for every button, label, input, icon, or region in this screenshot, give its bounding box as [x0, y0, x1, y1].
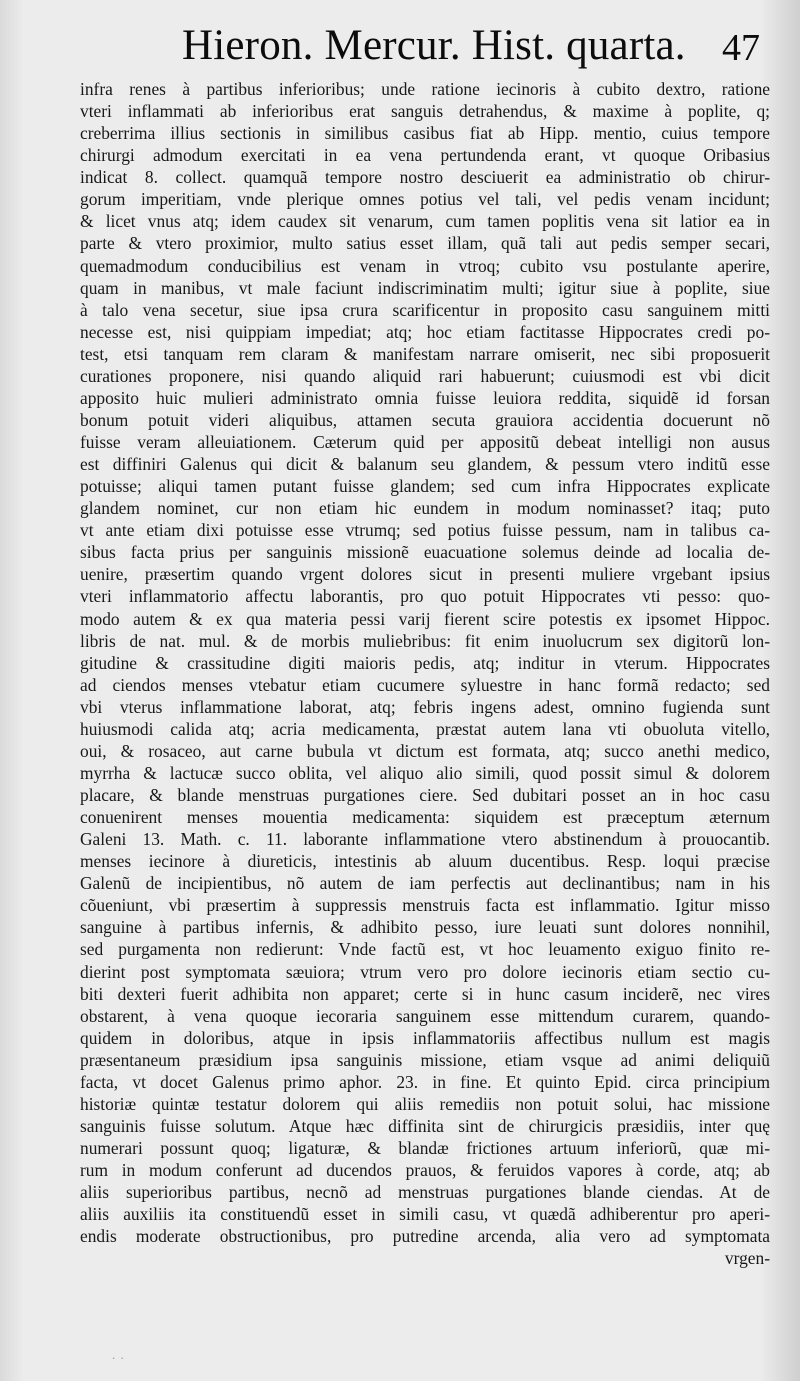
running-title: Hieron. Mercur. Hist. quarta.: [182, 22, 686, 69]
text-line: sibus facta prius per sanguinis missionẽ euacuatione solemus deinde ad localia de-: [80, 542, 770, 563]
text-line: bonum potuit videri aliquibus, attamen secuta grauiora accidentia docuerunt nõ: [80, 409, 770, 430]
text-line: quam in manibus, vt male faciunt indiscriminatim multi; igitur siue à poplite, siue: [80, 277, 770, 298]
text-line: est diffiniri Galenus qui dicit & balanum seu glandem, & pessum vtero inditũ esse: [80, 454, 770, 475]
text-line: conuenirent menses mouentia medicamenta: siquidem est præceptum æternum: [80, 807, 770, 828]
text-line: parte & vtero proximior, multo satius esset illam, quã tali aut pedis semper secari,: [80, 233, 770, 254]
text-line: fuisse veram alleuiationem. Cæterum quid per appositũ debeat intelligi non ausus: [80, 432, 770, 452]
page-header: [0, 20, 800, 72]
page-number: 47: [722, 27, 760, 69]
text-line: à talo vena secetur, siue ipsa crura scarificentur in proposito casu sanguinem mitti: [80, 299, 770, 320]
text-line: huiusmodi calida atq; acria medicamenta, præstat autem lana vti obuoluta vitello,: [80, 718, 770, 739]
text-line: creberrima illius sectionis in similibus casibus fiat ab Hipp. mentio, cuius tempore: [80, 123, 770, 144]
text-line: gitudine & crassitudine digiti maioris pedis, atq; inditur in vterum. Hippocrates: [80, 652, 770, 673]
text-line: dierint post symptomata sæuiora; vtrum vero pro dolore iecinoris etiam sectio cu-: [80, 961, 770, 982]
text-line: curationes proponere, nisi quando aliquid rari habuerunt; cuiusmodi est vbi dicit: [80, 365, 770, 386]
text-line: endis moderate obstructionibus, pro putredine arcenda, alia vero ad symptomata: [80, 1226, 770, 1247]
text-line: potuisse; aliqui tamen putant fuisse glandem; sed cum infra Hippocrates explicate: [80, 476, 770, 497]
bleed-through-mark: . .: [112, 1347, 125, 1362]
text-line: quidem in doloribus, atque in ipsis inflammatoriis affectibus nullum est magis: [80, 1027, 770, 1048]
text-line: aliis auxiliis ita constituendũ esset in simili casu, vt quædã adhiberentur pro aperi-: [80, 1204, 770, 1225]
text-line: chirurgi admodum exercitati in ea vena pertundenda erant, vt quoque Oribasius: [80, 145, 770, 166]
text-line: obstarent, à vena quoque iecoraria sanguinem esse mittendum curarem, quando-: [80, 1005, 770, 1026]
text-line: vt ante etiam dixi potuisse esse vtrumq; sed potius fuisse pessum, nam in talibus ca-: [80, 520, 770, 541]
text-line: menses iecinore à diureticis, intestinis ab aluum ducentibus. Resp. loqui præcise: [80, 851, 770, 872]
text-line: glandem nominet, cur non etiam hic eundem in modum nominasset? itaq; puto: [80, 498, 770, 519]
text-line: Galeni 13. Math. c. 11. laborante inflammatione vtero abstinendum à prouocantib.: [80, 829, 770, 850]
text-line: vteri inflammati ab inferioribus erat sanguis detrahendus, & maxime à poplite, q;: [80, 101, 770, 122]
text-line: ad ciendos menses vtebatur etiam cucumere syluestre in hanc formã redacto; sed: [80, 674, 770, 695]
text-line: sed purgamenta non redierunt: Vnde factũ est, vt hoc leuamento exiguo finito re-: [80, 939, 770, 960]
text-line: rum in modum conferunt ad ducendos prauos, & feruidos vapores à corde, atq; ab: [80, 1160, 770, 1181]
text-line: quemadmodum conducibilius est venam in vtroq; cubito vsu postulante aperire,: [80, 255, 770, 276]
text-line: myrrha & lactucæ succo oblita, vel aliquo alio simili, quod possit simul & dolorem: [80, 762, 770, 783]
text-line: libris de nat. mul. & de morbis muliebribus: fit enim inuolucrum sex digitorũ lon-: [80, 630, 770, 651]
text-line: numerari possunt quoq; ligaturæ, & blandæ frictiones artuum inferiorũ, quæ mi-: [80, 1138, 770, 1158]
text-line: vteri inflammatorio affectu laborantis, pro quo potuit Hippocrates vti pesso: quo-: [80, 586, 770, 607]
text-line: sanguine à partibus infernis, & adhibito pesso, iure leuati sunt dolores nonnihil,: [80, 917, 770, 938]
text-line: aliis superioribus partibus, necnõ ad menstruas purgationes blande ciendas. At de: [80, 1182, 770, 1203]
text-line: historiæ quintæ testatur dolorem qui aliis remediis non potuit solui, hac missione: [80, 1093, 770, 1114]
text-line: biti dexteri fuerit adhibita non apparet; certe si in hunc casum inciderẽ, nec vires: [80, 983, 770, 1004]
text-line: placare, & blande menstruas purgationes ciere. Sed dubitari posset an in hoc casu: [80, 785, 770, 805]
text-line: & licet vnus atq; idem caudex sit venarum, cum tamen poplitis vena sit latior ea in: [80, 211, 770, 232]
text-line: oui, & rosaceo, aut carne bubula vt dictum est formata, atq; succo anethi medico,: [80, 740, 770, 761]
text-line: gorum imperitiam, vnde plerique omnes potius vel tali, vel pedis venam incidunt;: [80, 189, 770, 210]
text-line: uenire, præsertim quando vrgent dolores sicut in presenti muliere vrgebant ipsius: [80, 564, 770, 585]
text-line: vbi vterus inflammatione laborat, atq; febris ingens adest, omnino fugienda sunt: [80, 696, 770, 717]
text-line: præsentaneum præsidium ipsa sanguinis missione, etiam vsque ad animi deliquiũ: [80, 1049, 770, 1070]
text-line: vrgen-: [724, 1248, 770, 1269]
text-line: indicat 8. collect. quamquã tempore nostro desciuerit ea administratio ob chirur-: [80, 167, 770, 188]
text-line: modo autem & ex qua materia pessi varij fierent scire potestis ex ipsomet Hippoc.: [80, 608, 770, 629]
text-line: facta, vt docet Galenus primo aphor. 23. in fine. Et quinto Epid. circa principium: [80, 1071, 770, 1092]
text-line: sanguinis fuisse solutum. Atque hæc diffinita sint de chirurgicis præsidiis, inter quę: [80, 1115, 770, 1136]
text-line: infra renes à partibus inferioribus; unde ratione iecinoris à cubito dextro, ratione: [80, 79, 770, 99]
text-line: apposito huic mulieri administrato omnia fuisse leuiora reddita, siquidẽ id forsan: [80, 387, 770, 408]
text-line: Galenũ de incipientibus, nõ autem de iam perfectis aut declinantibus; nam in his: [80, 873, 770, 894]
text-line: necesse est, nisi quippiam impediat; atq; hoc etiam factitasse Hippocrates credi po-: [80, 321, 770, 342]
text-line: cõueniunt, vbi præsertim à suppressis menstruis facta est inflammatio. Igitur misso: [80, 895, 770, 916]
body-text: [80, 78, 770, 1269]
text-line: test, etsi tanquam rem claram & manifestam narrare omiserit, nec sibi proposuerit: [80, 343, 770, 364]
